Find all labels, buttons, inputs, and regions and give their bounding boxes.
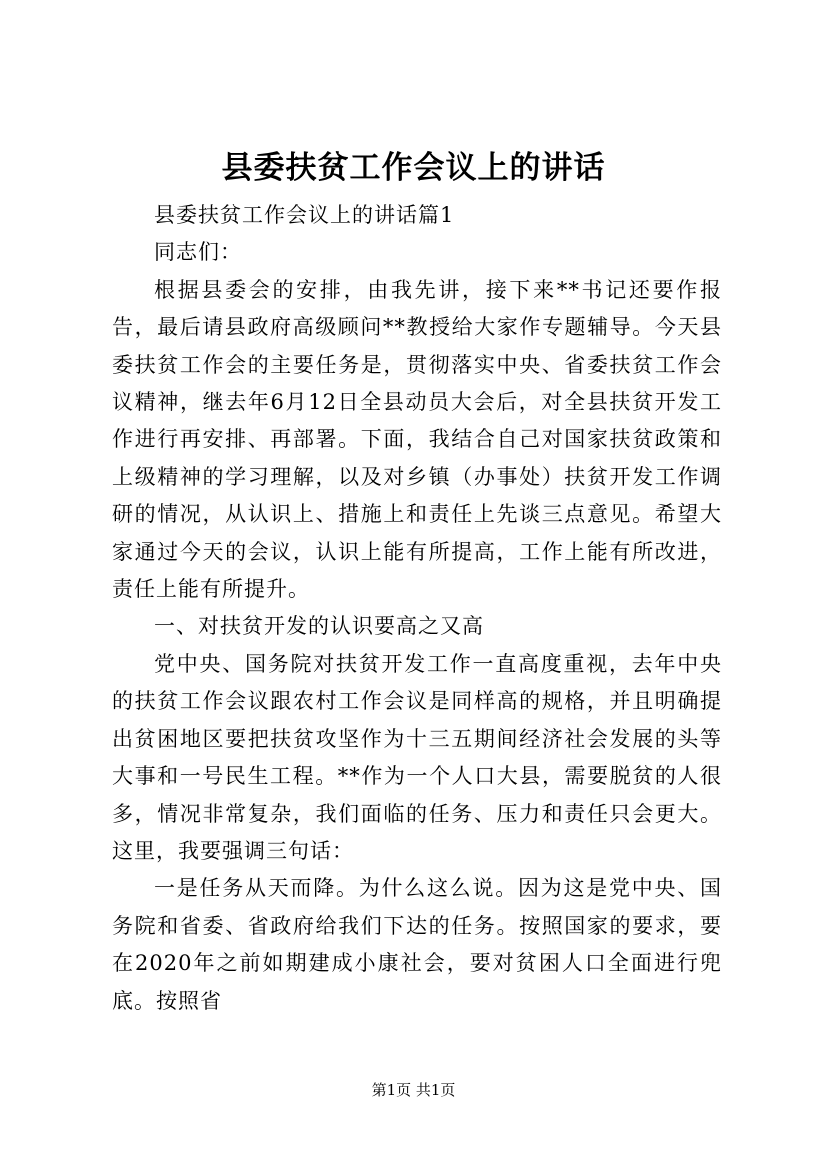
salutation: 同志们： [154,240,242,265]
document-body [112,197,722,1020]
section-heading: 县委扶贫工作会议上的讲话篇1 [154,203,455,227]
paragraph: 党中央、国务院对扶贫开发工作一直高度重视，去年中央的扶贫工作会议跟农村工作会议是同样高的规格，并且明确提出贫困地区要把扶贫攻坚作为十三五期间经济社会发展的头等大事和一号民生工程。**作为一个人口大县，需要脱贫的人很多，情况非常复杂，我们面临的任务、压力和责任只会更大。这里，我要强调三句话： [112,651,722,863]
page-footer: 第1页 共1页 [371,1081,456,1099]
paragraph: 一是任务从天而降。为什么这么说。因为这是党中央、国务院和省委、省政府给我们下达的任务。按照国家的要求，要在2020年之前如期建成小康社会，要对贫困人口全面进行兜底。按照省 [112,876,722,1013]
document-title: 县委扶贫工作会议上的讲话 [221,150,606,186]
paragraph: 根据县委会的安排，由我先讲，接下来**书记还要作报告，最后请县政府高级顾问**教授给大家作专题辅导。今天县委扶贫工作会的主要任务是，贯彻落实中央、省委扶贫工作会议精神，继去年6月12日全县动员大会后，对全县扶贫开发工作进行再安排、再部署。下面，我结合自己对国家扶贫政策和上级精神的学习理解，以及对乡镇（办事处）扶贫开发工作调研的情况，从认识上、措施上和责任上先谈三点意见。希望大家通过今天的会议，认识上能有所提高，工作上能有所改进，责任上能有所提升。 [112,277,722,602]
subsection-heading: 一、对扶贫开发的认识要高之又高 [154,614,484,639]
